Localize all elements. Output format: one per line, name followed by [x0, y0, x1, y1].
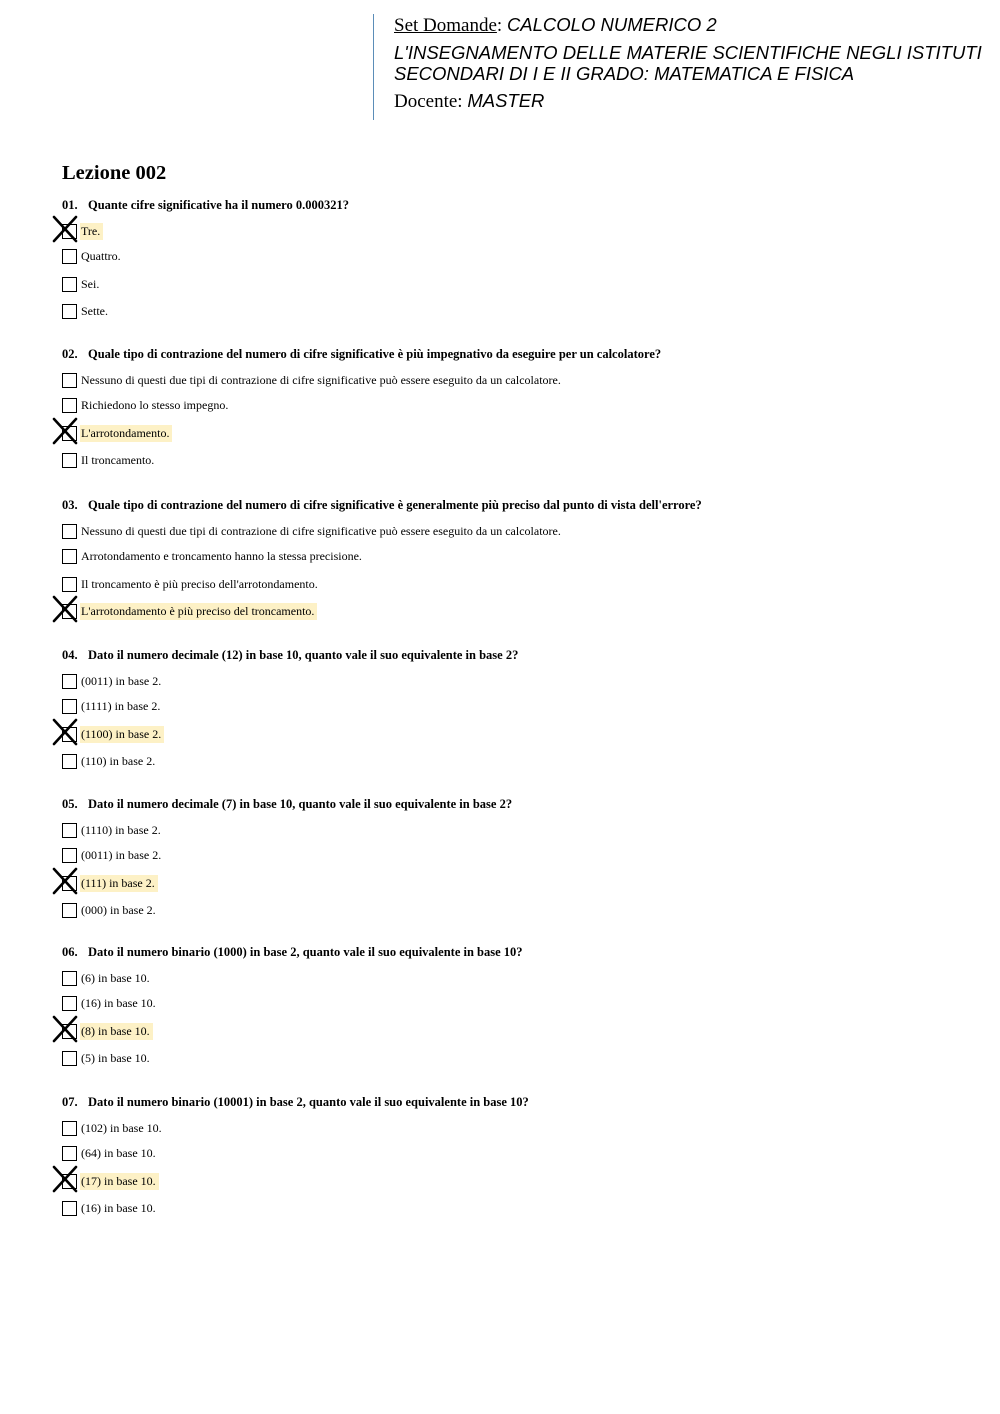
document-header: [373, 14, 999, 120]
question-label: Quale tipo di contrazione del numero di cifre significative è generalmente più preciso dal punto di vista dell'errore?: [88, 498, 702, 512]
answer-option-label: (5) in base 10.: [81, 1051, 150, 1065]
answer-option-label: (16) in base 10.: [81, 996, 156, 1010]
answer-option-label: (0011) in base 2.: [81, 848, 162, 862]
checkbox[interactable]: [62, 996, 77, 1011]
answer-option-label: (1111) in base 2.: [81, 699, 161, 713]
checkbox[interactable]: [62, 524, 77, 539]
teacher-value: MASTER: [467, 90, 545, 111]
question-text: [62, 797, 512, 812]
set-label: Set Domande: [394, 15, 497, 36]
question-number: 04.: [62, 648, 78, 662]
set-separator: :: [496, 15, 503, 36]
answer-option-label: (17) in base 10.: [80, 1173, 159, 1190]
checkbox[interactable]: [62, 249, 77, 264]
checkbox[interactable]: [62, 549, 77, 564]
answer-option-label: Quattro.: [81, 249, 121, 263]
question-number: 01.: [62, 198, 78, 212]
question-number: 06.: [62, 945, 78, 959]
question-text: [62, 198, 349, 213]
checkbox[interactable]: [62, 1146, 77, 1161]
question-label: Dato il numero decimale (12) in base 10, quanto vale il suo equivalente in base 2?: [88, 648, 519, 662]
question-label: Dato il numero decimale (7) in base 10, quanto vale il suo equivalente in base 2?: [88, 797, 513, 811]
teacher-line: [394, 90, 544, 113]
course-title-line-2: SECONDARI DI I E II GRADO: MATEMATICA E FISICA: [394, 63, 855, 84]
question-label: Quante cifre significative ha il numero 0.000321?: [88, 198, 349, 212]
checkbox[interactable]: [62, 577, 77, 592]
answer-option-label: (111) in base 2.: [80, 875, 158, 892]
set-line: [394, 14, 717, 37]
checkbox[interactable]: [62, 971, 77, 986]
question-number: 05.: [62, 797, 78, 811]
question-number: 02.: [62, 347, 78, 361]
answer-option-label: (8) in base 10.: [80, 1023, 153, 1040]
answer-option-label: Il troncamento è più preciso dell'arrotondamento.: [81, 577, 318, 591]
checkbox[interactable]: [62, 398, 77, 413]
checkbox[interactable]: [62, 277, 77, 292]
question-label: Dato il numero binario (1000) in base 2, quanto vale il suo equivalente in base 10?: [88, 945, 523, 959]
question-text: [62, 1095, 529, 1110]
answer-option-label: (16) in base 10.: [81, 1201, 156, 1215]
checkbox[interactable]: [62, 699, 77, 714]
answer-option-label: Tre.: [80, 223, 103, 240]
question-text: [62, 945, 523, 960]
answer-option-label: Richiedono lo stesso impegno.: [81, 398, 229, 412]
checked-checkbox[interactable]: [62, 876, 77, 891]
checked-checkbox[interactable]: [62, 604, 77, 619]
checked-checkbox[interactable]: [62, 224, 77, 239]
answer-option-label: Nessuno di questi due tipi di contrazione di cifre significative può essere eseguito da un calcolatore.: [81, 524, 561, 538]
checkbox[interactable]: [62, 674, 77, 689]
lesson-title: Lezione 002: [62, 162, 167, 184]
answer-option-label: Arrotondamento e troncamento hanno la stessa precisione.: [81, 549, 362, 563]
checked-checkbox[interactable]: [62, 1174, 77, 1189]
answer-option-label: Il troncamento.: [81, 453, 155, 467]
checkbox[interactable]: [62, 373, 77, 388]
answer-option-label: (1110) in base 2.: [81, 823, 161, 837]
question-label: Dato il numero binario (10001) in base 2, quanto vale il suo equivalente in base 10?: [88, 1095, 529, 1109]
checkbox[interactable]: [62, 903, 77, 918]
answer-option-label: Sei.: [81, 277, 100, 291]
question-number: 07.: [62, 1095, 78, 1109]
checkbox[interactable]: [62, 453, 77, 468]
checkbox[interactable]: [62, 1121, 77, 1136]
checked-checkbox[interactable]: [62, 727, 77, 742]
answer-option-label: (6) in base 10.: [81, 971, 150, 985]
checkbox[interactable]: [62, 304, 77, 319]
checkbox[interactable]: [62, 1051, 77, 1066]
checkbox[interactable]: [62, 1201, 77, 1216]
answer-option-label: Sette.: [81, 304, 108, 318]
checked-checkbox[interactable]: [62, 1024, 77, 1039]
question-text: [62, 498, 702, 513]
answer-option-label: (110) in base 2.: [81, 754, 156, 768]
answer-option-label: (1100) in base 2.: [80, 726, 164, 743]
checkbox[interactable]: [62, 823, 77, 838]
set-value: CALCOLO NUMERICO 2: [506, 14, 717, 35]
answer-option-label: L'arrotondamento è più preciso del troncamento.: [80, 603, 317, 620]
answer-option-label: (102) in base 10.: [81, 1121, 162, 1135]
question-label: Quale tipo di contrazione del numero di cifre significative è più impegnativo da eseguire per un calcolatore?: [88, 347, 662, 361]
checkbox[interactable]: [62, 754, 77, 769]
answer-option-label: (000) in base 2.: [81, 903, 156, 917]
teacher-label: Docente:: [394, 91, 463, 112]
question-text: [62, 648, 518, 663]
answer-option-label: Nessuno di questi due tipi di contrazione di cifre significative può essere eseguito da un calcolatore.: [81, 373, 561, 387]
answer-option-label: (64) in base 10.: [81, 1146, 156, 1160]
question-text: [62, 347, 661, 362]
checked-checkbox[interactable]: [62, 426, 77, 441]
course-title: [394, 42, 982, 84]
question-number: 03.: [62, 498, 78, 512]
checkbox[interactable]: [62, 848, 77, 863]
course-title-line-1: L'INSEGNAMENTO DELLE MATERIE SCIENTIFICHE NEGLI ISTITUTI: [394, 42, 982, 63]
answer-option-label: (0011) in base 2.: [81, 674, 162, 688]
answer-option-label: L'arrotondamento.: [80, 425, 172, 442]
